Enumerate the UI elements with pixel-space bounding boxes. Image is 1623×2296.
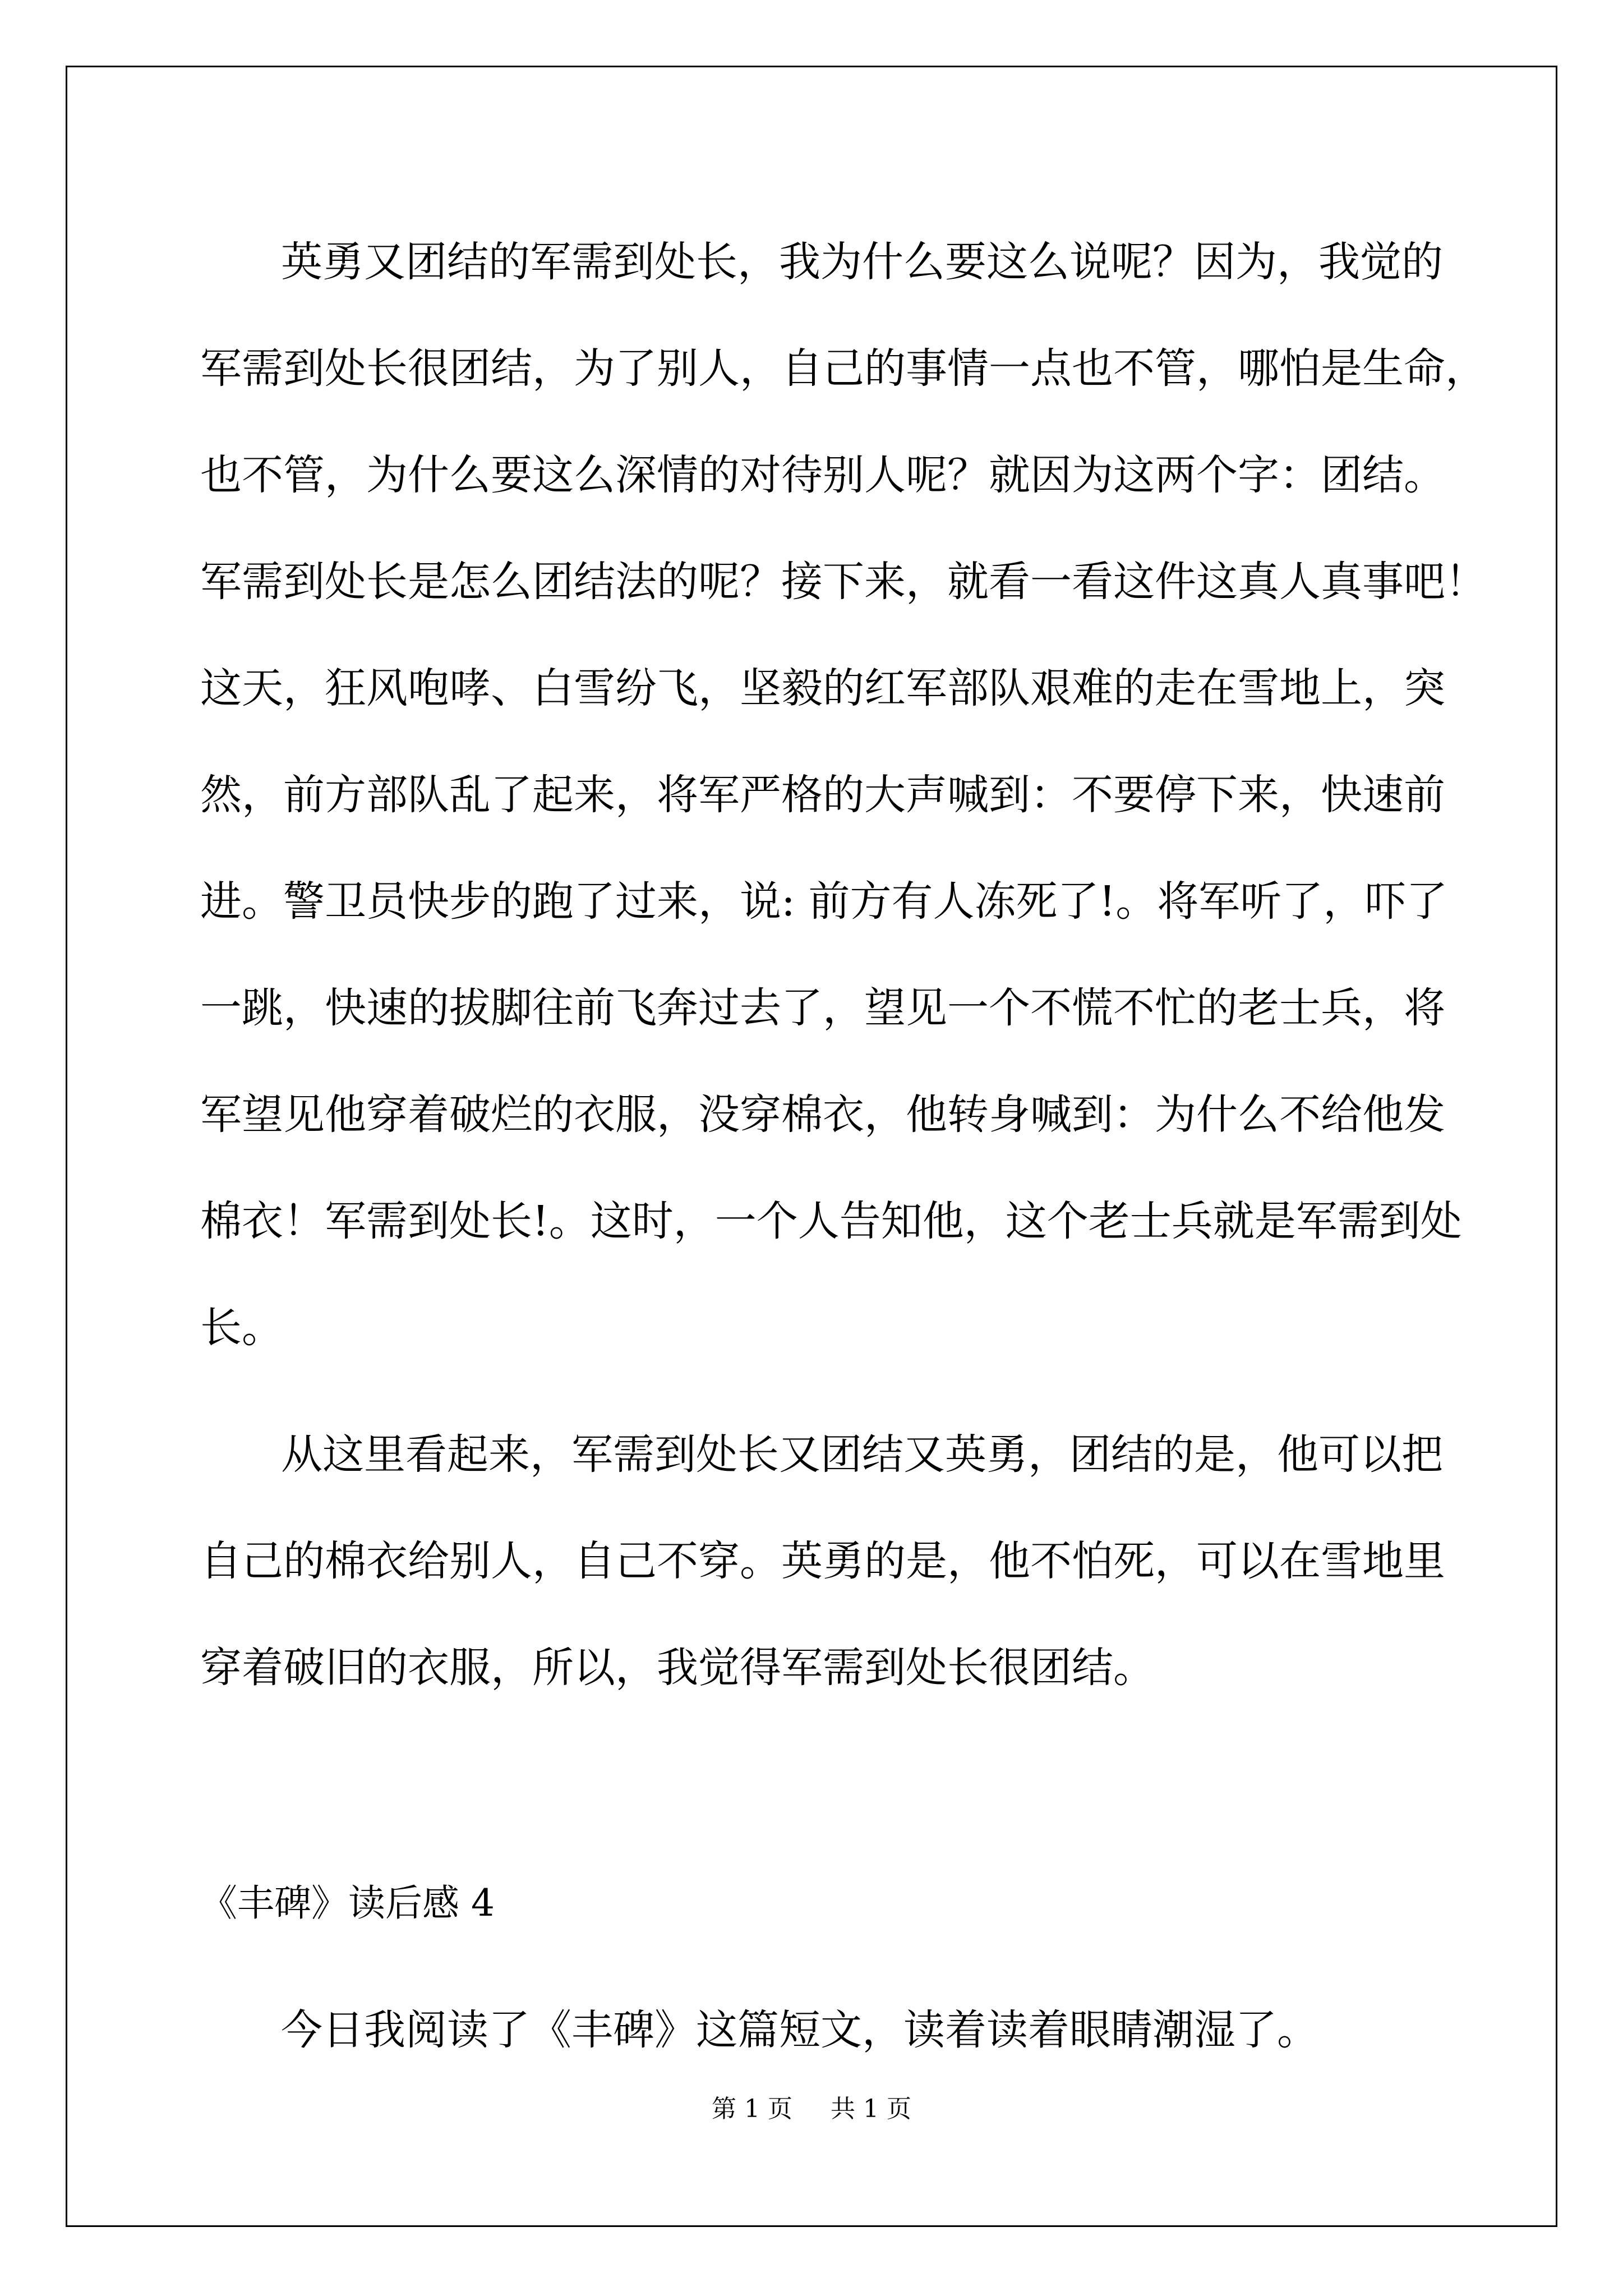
text-line: 这天，狂风咆哮、白雪纷飞，坚毅的红军部队艰难的走在雪地上，突 <box>200 664 1445 712</box>
page-total: 共 1 页 <box>831 2095 911 2123</box>
text-line: 一跳，快速的拔脚往前飞奔过去了，望见一个不慌不忙的老士兵，将 <box>200 984 1445 1032</box>
text-line: 棉衣！军需到处长!。这时，一个人告知他，这个老士兵就是军需到处 <box>200 1197 1462 1245</box>
text-line: 从这里看起来，军需到处长又团结又英勇，团结的是，他可以把 <box>281 1430 1443 1479</box>
text-line: 英勇又团结的军需到处长，我为什么要这么说呢？因为，我觉的 <box>281 238 1443 286</box>
text-line: 军望见他穿着破烂的衣服，没穿棉衣，他转身喊到：为什么不给他发 <box>200 1091 1445 1139</box>
text-line: 然，前方部队乱了起来，将军严格的大声喊到：不要停下来，快速前 <box>200 771 1445 819</box>
text-line: 军需到处长很团结，为了别人，自己的事情一点也不管，哪怕是生命， <box>200 344 1487 393</box>
section-paragraph: 今日我阅读了《丰碑》这篇短文，读着读着眼睛潮湿了。 <box>281 2006 1318 2054</box>
section-heading: 《丰碑》读后感 4 <box>200 1881 495 1925</box>
text-line: 进。警卫员快步的跑了过来，说: 前方有人冻死了!。将军听了，吓了 <box>200 877 1448 926</box>
paragraph-1 <box>200 209 1487 1381</box>
text-line: 穿着破旧的衣服，所以，我觉得军需到处长很团结。 <box>200 1644 1155 1692</box>
text-line: 长。 <box>200 1304 283 1352</box>
document-body <box>200 209 1487 2083</box>
text-line: 军需到处长是怎么团结法的呢？接下来，就看一看这件这真人真事吧！ <box>200 558 1487 606</box>
paragraph-2 <box>200 1401 1445 1721</box>
page-number: 第 1 页 <box>712 2095 792 2123</box>
text-line: 也不管，为什么要这么深情的对待别人呢？就因为这两个字：团结。 <box>200 451 1445 499</box>
page-footer <box>0 2092 1623 2126</box>
text-line: 自己的棉衣给别人，自己不穿。英勇的是，他不怕死，可以在雪地里 <box>200 1537 1445 1585</box>
